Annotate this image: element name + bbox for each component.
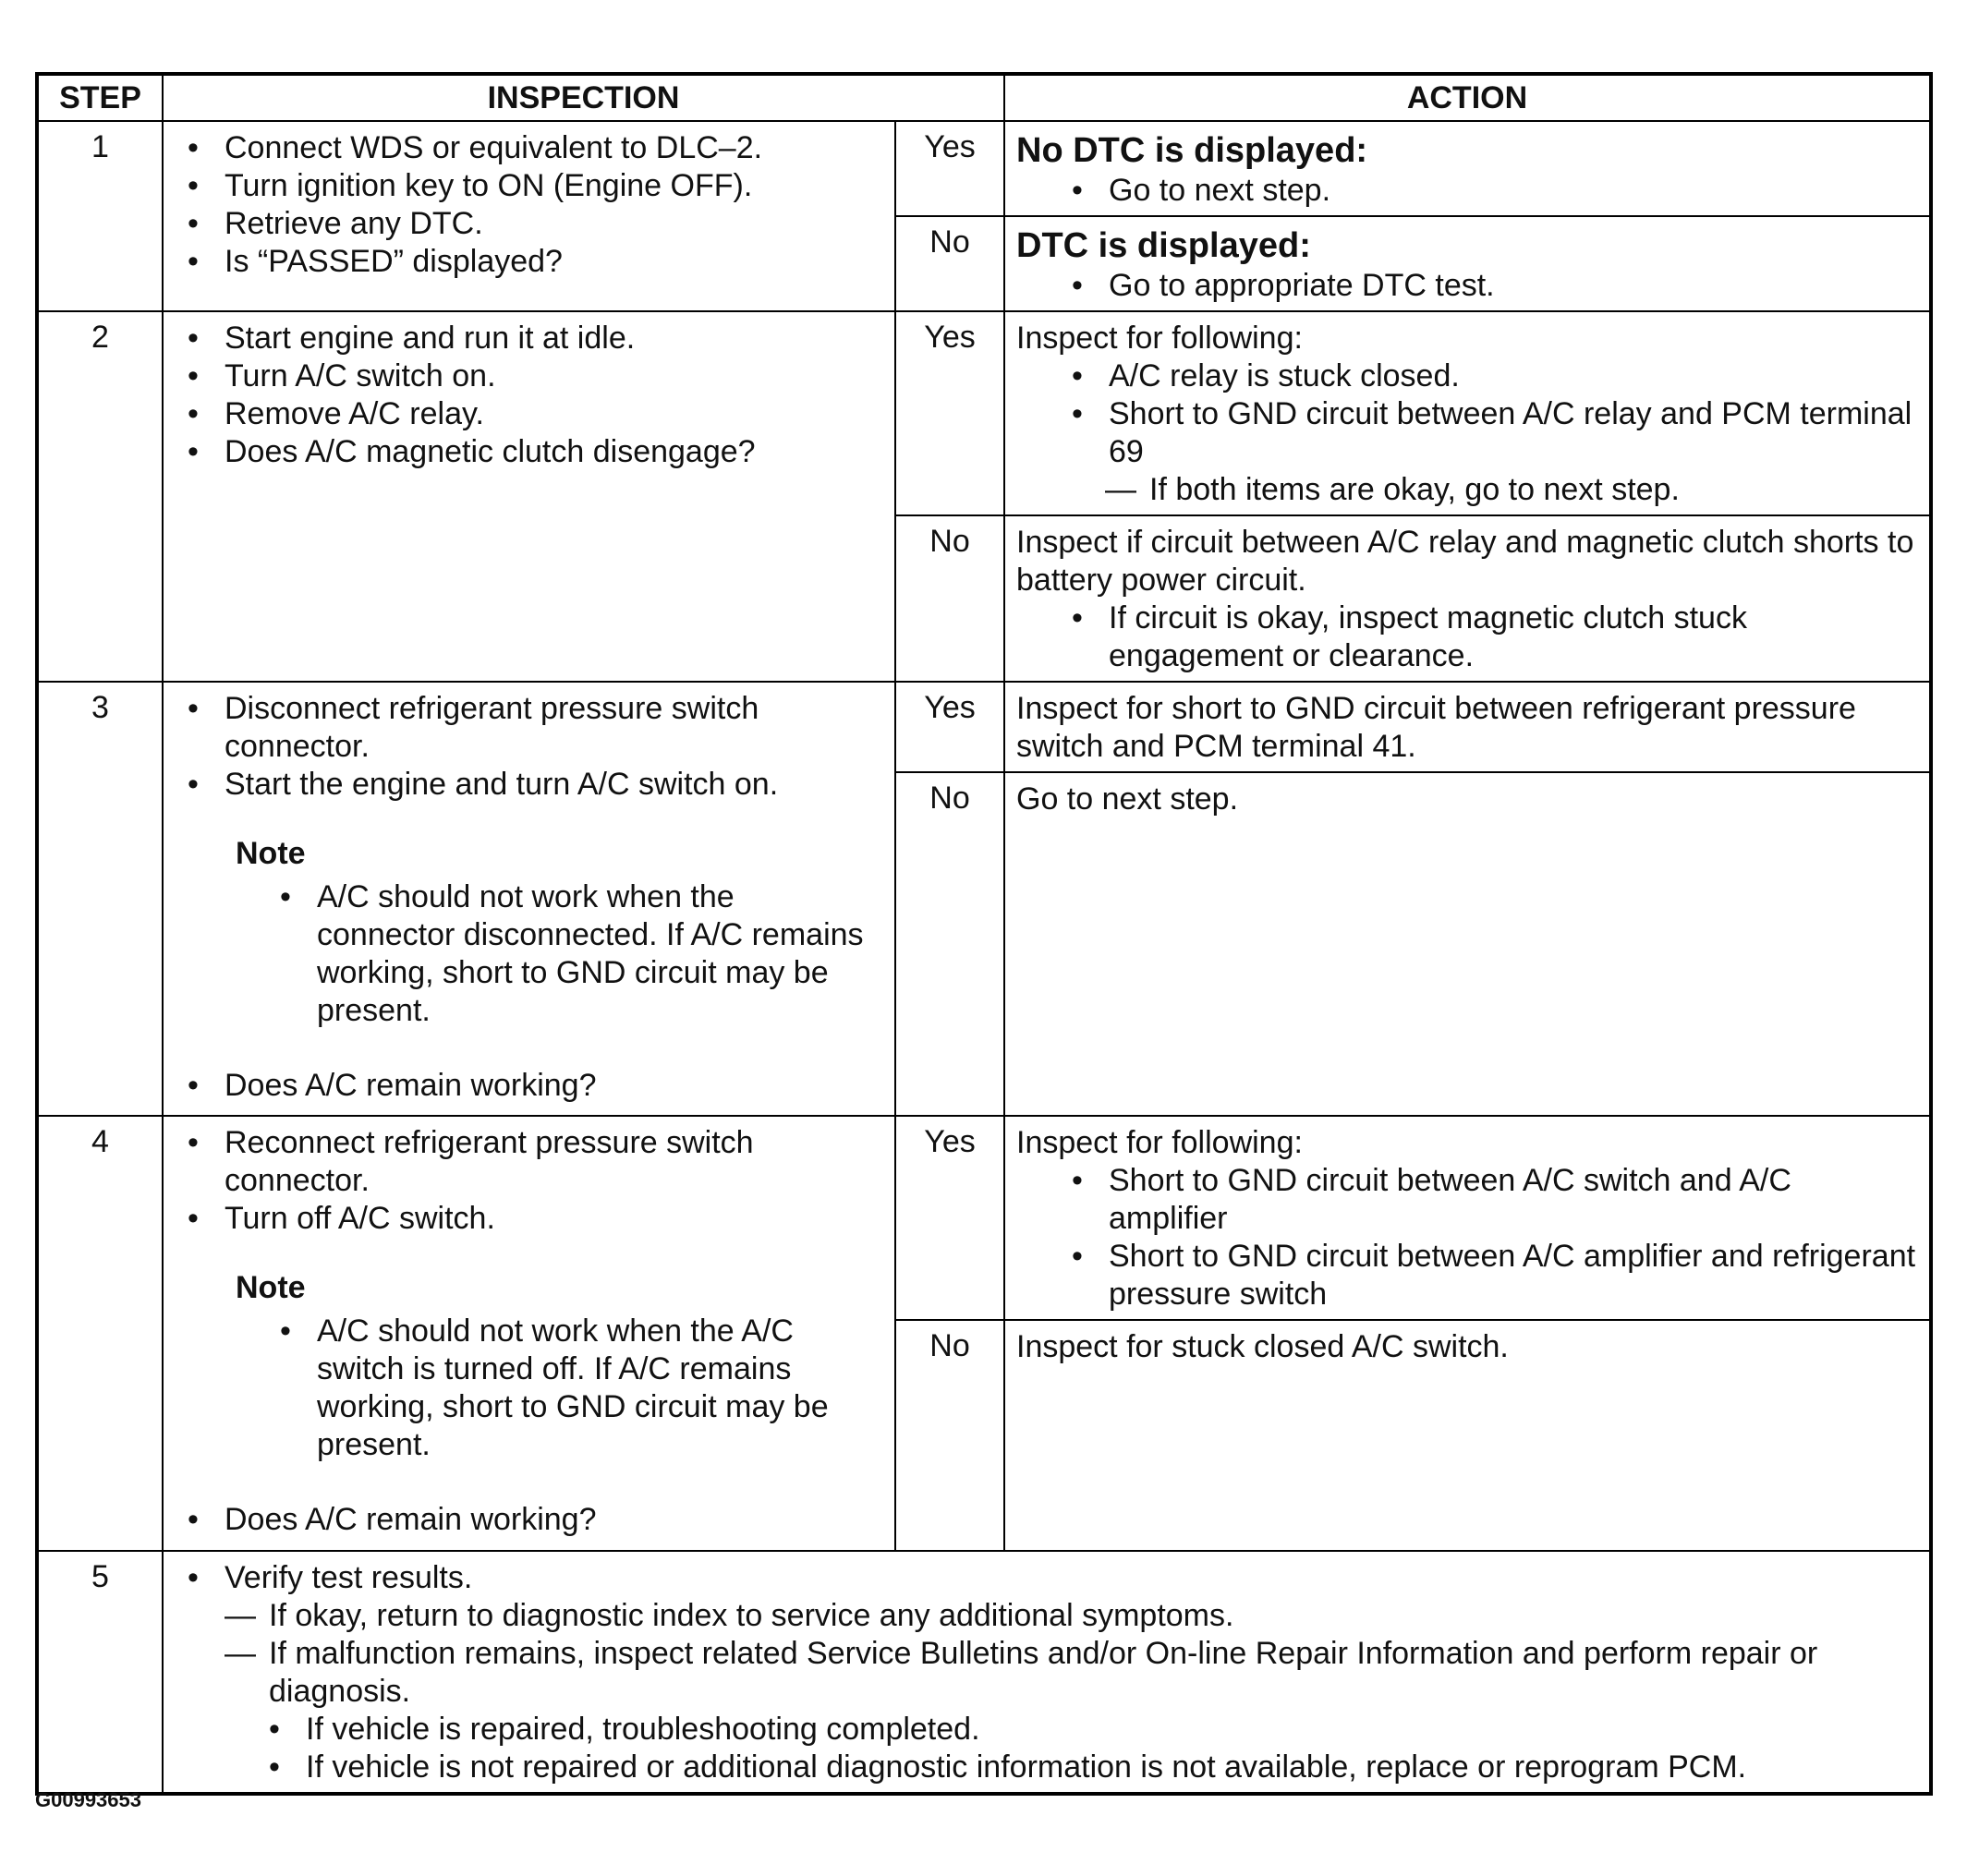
action-item: • Short to GND circuit between A/C switch and A/C amplifier [1064,1162,1918,1238]
step-2-no-action [1004,515,1931,682]
inspection-item: • Start the engine and turn A/C switch on. [180,766,878,804]
step-1-inspection [163,121,895,311]
result-subitem: — If okay, return to diagnostic index to service any additional symptoms. [225,1597,1912,1635]
inspection-item: • Remove A/C relay. [180,395,878,433]
inspection-item: • Connect WDS or equivalent to DLC–2. [180,129,878,167]
step-4-yes-row [37,1116,1931,1320]
yes-label: Yes [895,1116,1004,1320]
figure-id: G00993653 [35,1788,141,1811]
step-5-row [37,1551,1931,1794]
result-bullet: • If vehicle is not repaired or additional diagnostic information is not available, replace or reprogram PCM. [261,1749,1912,1786]
no-label: No [895,216,1004,311]
inspection-item: • Reconnect refrigerant pressure switch connector. [180,1124,878,1200]
header-inspection: INSPECTION [163,74,1004,121]
action-text: Inspect for stuck closed A/C switch. [1016,1329,1509,1364]
inspection-item: • Turn ignition key to ON (Engine OFF). [180,167,878,205]
action-subitem: — If both items are okay, go to next step. [1105,471,1918,509]
inspection-item: • Turn off A/C switch. [180,1200,878,1238]
step-1-no-action [1004,216,1931,311]
action-text: Inspect for short to GND circuit between refrigerant pressure switch and PCM terminal 41. [1016,691,1856,764]
inspection-item: • Turn A/C switch on. [180,357,878,395]
step-number: 3 [37,682,163,1116]
note-text: • A/C should not work when the A/C switch is turned off. If A/C remains working, short to GND circuit may be present. [273,1313,878,1464]
action-item: • A/C relay is stuck closed. [1064,357,1918,395]
step-number: 4 [37,1116,163,1551]
action-heading: DTC is displayed: [1016,226,1311,265]
inspection-question: • Does A/C remain working? [180,1501,878,1539]
header-action: ACTION [1004,74,1931,121]
step-number: 5 [37,1551,163,1794]
note-title: Note [236,836,306,871]
header-row [37,74,1931,121]
yes-label: Yes [895,121,1004,216]
inspection-item: • Does A/C magnetic clutch disengage? [180,433,878,471]
step-2-inspection [163,311,895,682]
no-label: No [895,1320,1004,1551]
result-bullet: • If vehicle is repaired, troubleshooting completed. [261,1711,1912,1749]
action-item: • Short to GND circuit between A/C relay and PCM terminal 69 [1064,395,1918,471]
no-label: No [895,772,1004,1116]
inspection-question: • Does A/C remain working? [180,1067,878,1105]
action-text: Go to next step. [1016,781,1239,817]
step-5-content [163,1551,1931,1794]
action-text: Inspect for following: [1016,321,1303,356]
action-item: • If circuit is okay, inspect magnetic clutch stuck engagement or clearance. [1064,599,1918,675]
step-4-inspection [163,1116,895,1551]
step-3-inspection [163,682,895,1116]
yes-label: Yes [895,682,1004,772]
inspection-item: • Start engine and run it at idle. [180,320,878,357]
inspection-item: • Disconnect refrigerant pressure switch connector. [180,690,878,766]
note-title: Note [236,1270,306,1305]
no-label: No [895,515,1004,682]
step-3-no-action [1004,772,1931,1116]
step-4-no-action [1004,1320,1931,1551]
inspection-item: • Is “PASSED” displayed? [180,243,878,281]
inspection-item: • Retrieve any DTC. [180,205,878,243]
header-step: STEP [37,74,163,121]
step-2-yes-action [1004,311,1931,515]
action-item: • Go to appropriate DTC test. [1064,267,1918,305]
action-heading: No DTC is displayed: [1016,131,1368,170]
diagnostic-table-container [35,72,1933,1785]
result-subitem: — If malfunction remains, inspect related Service Bulletins and/or On-line Repair Information and perform repair or diagnosis. [225,1635,1912,1711]
step-number: 2 [37,311,163,682]
yes-label: Yes [895,311,1004,515]
step-3-yes-action [1004,682,1931,772]
action-item: • Short to GND circuit between A/C amplifier and refrigerant pressure switch [1064,1238,1918,1313]
step-1-yes-action [1004,121,1931,216]
action-text: Inspect for following: [1016,1125,1303,1160]
diagnostic-table [35,72,1933,1796]
step-2-yes-row [37,311,1931,515]
action-item: • Go to next step. [1064,172,1918,210]
step-1-yes-row [37,121,1931,216]
action-text: Inspect if circuit between A/C relay and magnetic clutch shorts to battery power circuit. [1016,525,1914,598]
step-4-yes-action [1004,1116,1931,1320]
inspection-item: • Verify test results. [180,1559,1912,1597]
step-number: 1 [37,121,163,311]
note-text: • A/C should not work when the connector disconnected. If A/C remains working, short to GND circuit may be present. [273,878,878,1030]
step-3-yes-row [37,682,1931,772]
